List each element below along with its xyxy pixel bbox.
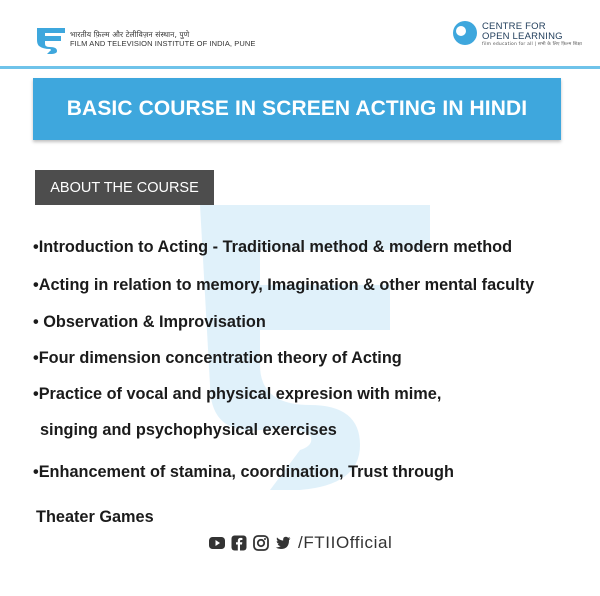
- title-banner: [33, 78, 561, 140]
- list-item: •Acting in relation to memory, Imagination & other mental faculty: [33, 276, 535, 294]
- list-item: •Four dimension concentration theory of Acting: [33, 349, 402, 367]
- list-item-continuation: singing and psychophysical exercises: [40, 421, 337, 439]
- section-label: ABOUT THE COURSE: [35, 170, 214, 205]
- col-name: [482, 22, 582, 48]
- ftii-name-english: FILM AND TELEVISION INSTITUTE OF INDIA, PUNE: [70, 39, 256, 48]
- course-title: BASIC COURSE IN SCREEN ACTING IN HINDI: [66, 97, 528, 120]
- col-tagline: film education for all | सभी के लिए फ़िल्म शिक्षा: [482, 42, 583, 47]
- list-item-continuation: Theater Games: [36, 508, 154, 526]
- header-divider: [0, 66, 600, 69]
- list-item: •Enhancement of stamina, coordination, Trust through: [33, 463, 454, 481]
- col-line2: OPEN LEARNING: [482, 31, 563, 42]
- header: [0, 0, 600, 68]
- list-item: •Introduction to Acting - Traditional method & modern method: [33, 238, 513, 256]
- list-item: • Observation & Improvisation: [33, 313, 266, 331]
- social-footer: [208, 532, 392, 554]
- social-handle[interactable]: /FTIIOfficial: [298, 533, 393, 552]
- ftii-name-hindi: भारतीय फ़िल्म और टेलीविज़न संस्थान, पुणे: [70, 30, 190, 39]
- twitter-icon[interactable]: [274, 534, 292, 552]
- list-item: •Practice of vocal and physical expresion with mime,: [33, 385, 442, 403]
- col-line1: CENTRE FOR: [482, 21, 546, 32]
- ftii-logo-icon: [35, 26, 67, 54]
- col-logo-icon: [452, 20, 478, 46]
- facebook-icon[interactable]: [230, 534, 248, 552]
- ftii-name: [70, 30, 256, 48]
- instagram-icon[interactable]: [252, 534, 270, 552]
- youtube-icon[interactable]: [208, 534, 226, 552]
